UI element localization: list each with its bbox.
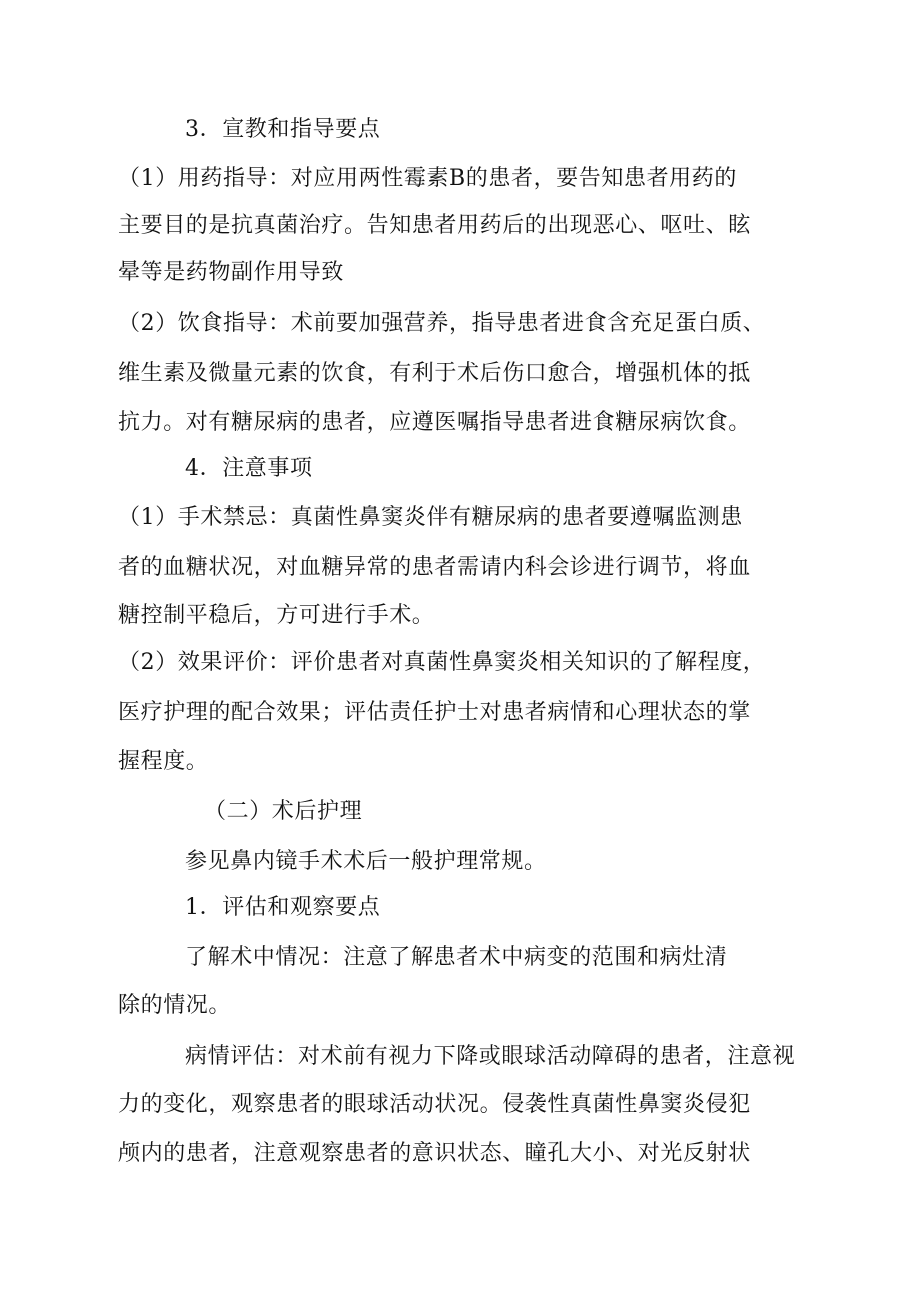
paragraph-line: 医疗护理的配合效果；评估责任护士对患者病情和心理状态的掌 [118,700,751,725]
paragraph-line: 主要目的是抗真菌治疗。告知患者用药后的出现恶心、呕吐、眩 [118,213,751,238]
paragraph-line: （2）饮食指导：术前要加强营养，指导患者进食含充足蛋白质、 [118,311,766,336]
paragraph-line: 糖控制平稳后，方可进行手术。 [118,603,435,628]
paragraph-line: 力的变化，观察患者的眼球活动状况。侵袭性真菌性鼻窦炎侵犯 [118,1092,751,1117]
paragraph-line: 参见鼻内镜手术术后一般护理常规。 [185,849,547,874]
paragraph-line: 抗力。对有糖尿病的患者，应遵医嘱指导患者进食糖尿病饮食。 [118,410,751,435]
paragraph-line: （1）手术禁忌：真菌性鼻窦炎伴有糖尿病的患者要遵嘱监测患 [118,505,743,530]
paragraph-line: （1）用药指导：对应用两性霉素B的患者，要告知患者用药的 [118,166,737,191]
paragraph-line: 颅内的患者，注意观察患者的意识状态、瞳孔大小、对光反射状 [118,1141,751,1166]
paragraph-line: （2）效果评价：评价患者对真菌性鼻窦炎相关知识的了解程度， [118,650,766,675]
section-heading-education: 3．宣教和指导要点 [185,117,381,142]
paragraph-line: 了解术中情况：注意了解患者术中病变的范围和病灶清 [185,945,728,970]
section-heading-assessment: 1．评估和观察要点 [185,895,381,920]
section-heading-postop-care: （二）术后护理 [204,799,363,824]
paragraph-line: 除的情况。 [118,993,232,1018]
section-heading-precautions: 4．注意事项 [185,456,313,481]
paragraph-line: 晕等是药物副作用导致 [118,260,345,285]
paragraph-line: 握程度。 [118,749,209,774]
paragraph-line: 维生素及微量元素的饮食，有利于术后伤口愈合，增强机体的抵 [118,361,751,386]
paragraph-line: 病情评估：对术前有视力下降或眼球活动障碍的患者，注意视 [185,1044,796,1069]
paragraph-line: 者的血糖状况，对血糖异常的患者需请内科会诊进行调节，将血 [118,555,751,580]
